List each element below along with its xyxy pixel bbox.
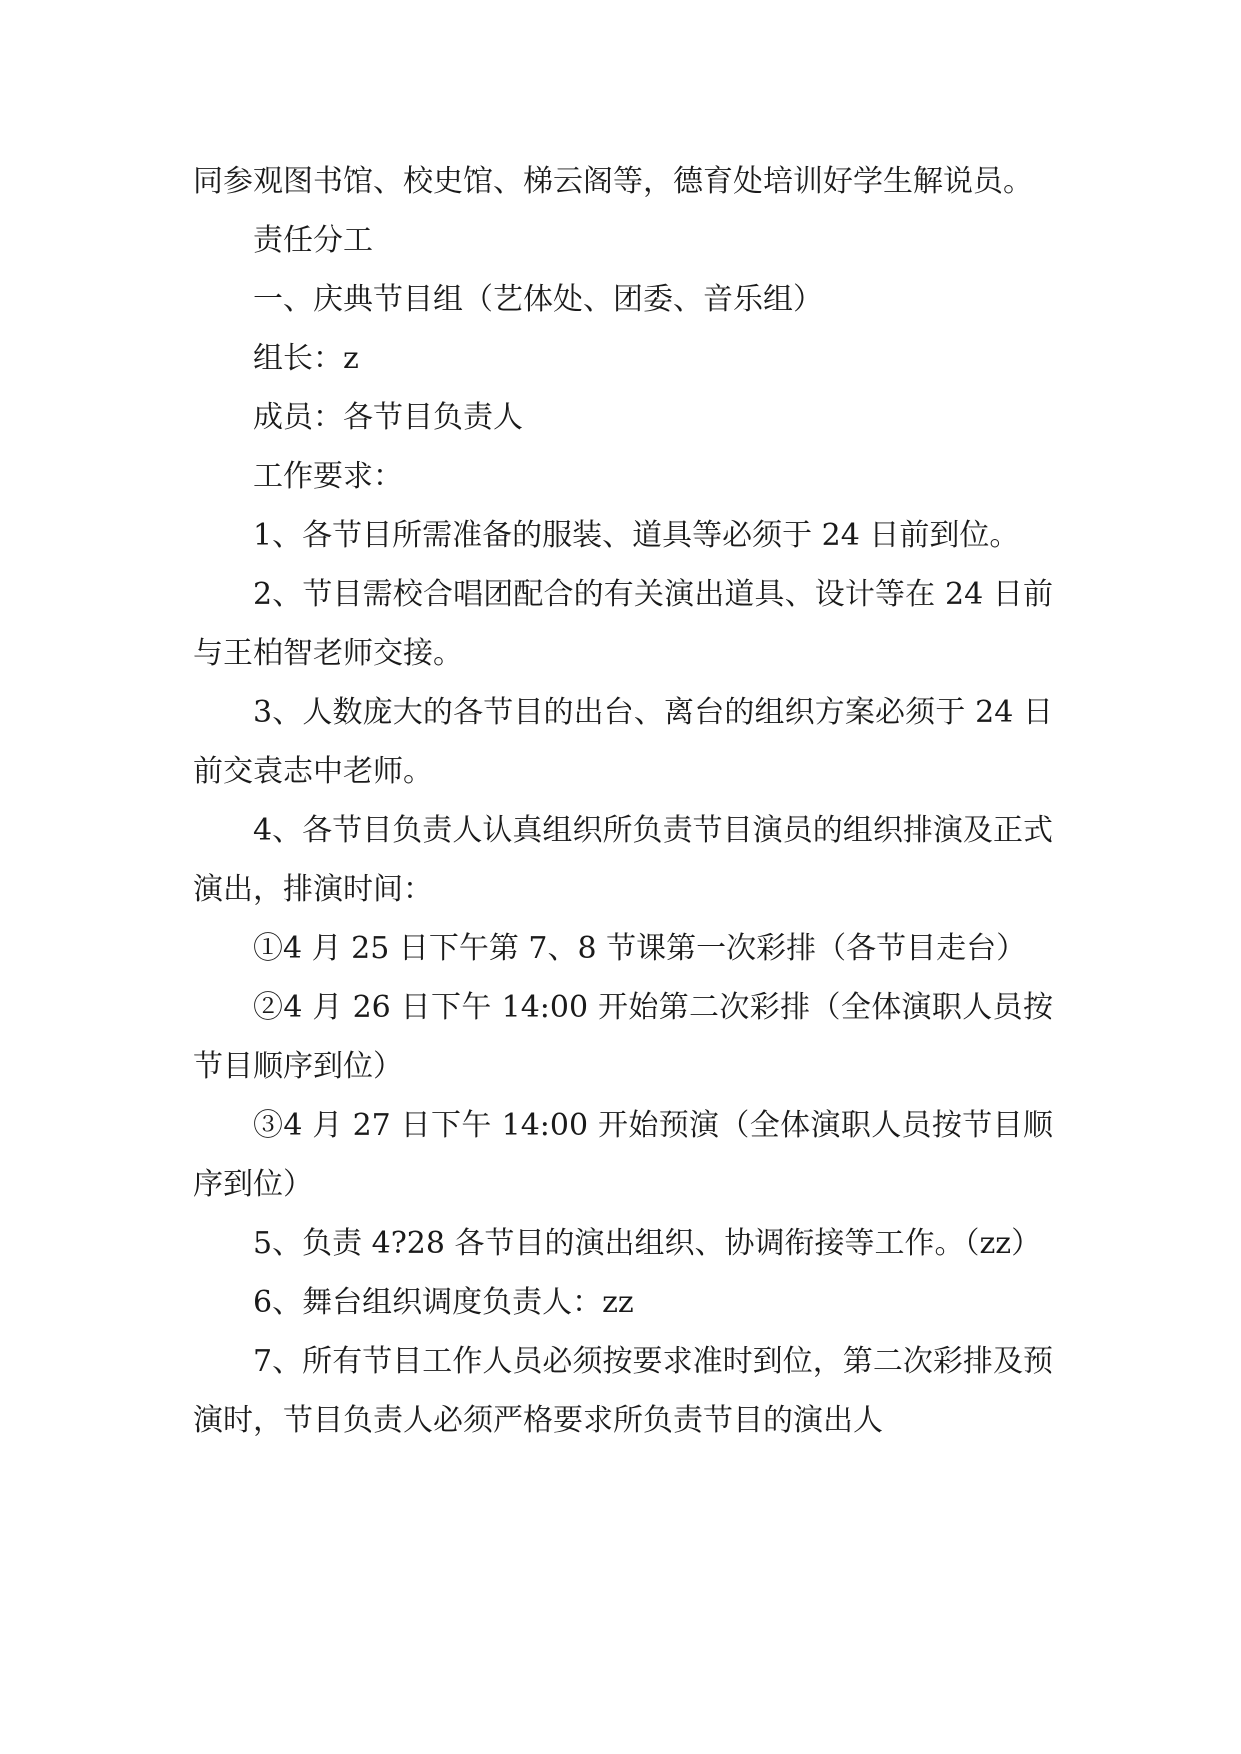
requirement-item-6: 6、舞台组织调度负责人：zz: [253, 1285, 634, 1320]
paragraph-continuation: 同参观图书馆、校史馆、梯云阁等，德育处培训好学生解说员。: [193, 164, 1033, 199]
rehearsal-item-2: ②4 月 26 日下午 14:00 开始第二次彩排（全体演职人员按节目顺序到位）: [193, 990, 1053, 1084]
group-title: 一、庆典节目组（艺体处、团委、音乐组）: [253, 282, 823, 317]
requirement-item-5: 5、负责 4?28 各节目的演出组织、协调衔接等工作。（zz）: [253, 1226, 1042, 1261]
section-heading: 责任分工: [253, 223, 373, 258]
requirement-item-2: 2、节目需校合唱团配合的有关演出道具、设计等在 24 日前与王柏智老师交接。: [193, 577, 1053, 671]
requirement-item-4: 4、各节目负责人认真组织所负责节目演员的组织排演及正式演出，排演时间：: [193, 813, 1053, 907]
group-members: 成员：各节目负责人: [253, 400, 523, 435]
requirement-item-1: 1、各节目所需准备的服装、道具等必须于 24 日前到位。: [253, 518, 1020, 553]
requirement-item-7: 7、所有节目工作人员必须按要求准时到位，第二次彩排及预演时，节目负责人必须严格要求所负责节目的演出人: [193, 1344, 1053, 1438]
requirement-item-3: 3、人数庞大的各节目的出台、离台的组织方案必须于 24 日前交袁志中老师。: [193, 695, 1053, 789]
rehearsal-item-1: ①4 月 25 日下午第 7、8 节课第一次彩排（各节目走台）: [253, 931, 1027, 966]
rehearsal-item-3: ③4 月 27 日下午 14:00 开始预演（全体演职人员按节目顺序到位）: [193, 1108, 1053, 1202]
document-body: [193, 152, 1053, 1450]
group-leader: 组长：z: [253, 341, 359, 376]
requirements-heading: 工作要求：: [253, 459, 403, 494]
